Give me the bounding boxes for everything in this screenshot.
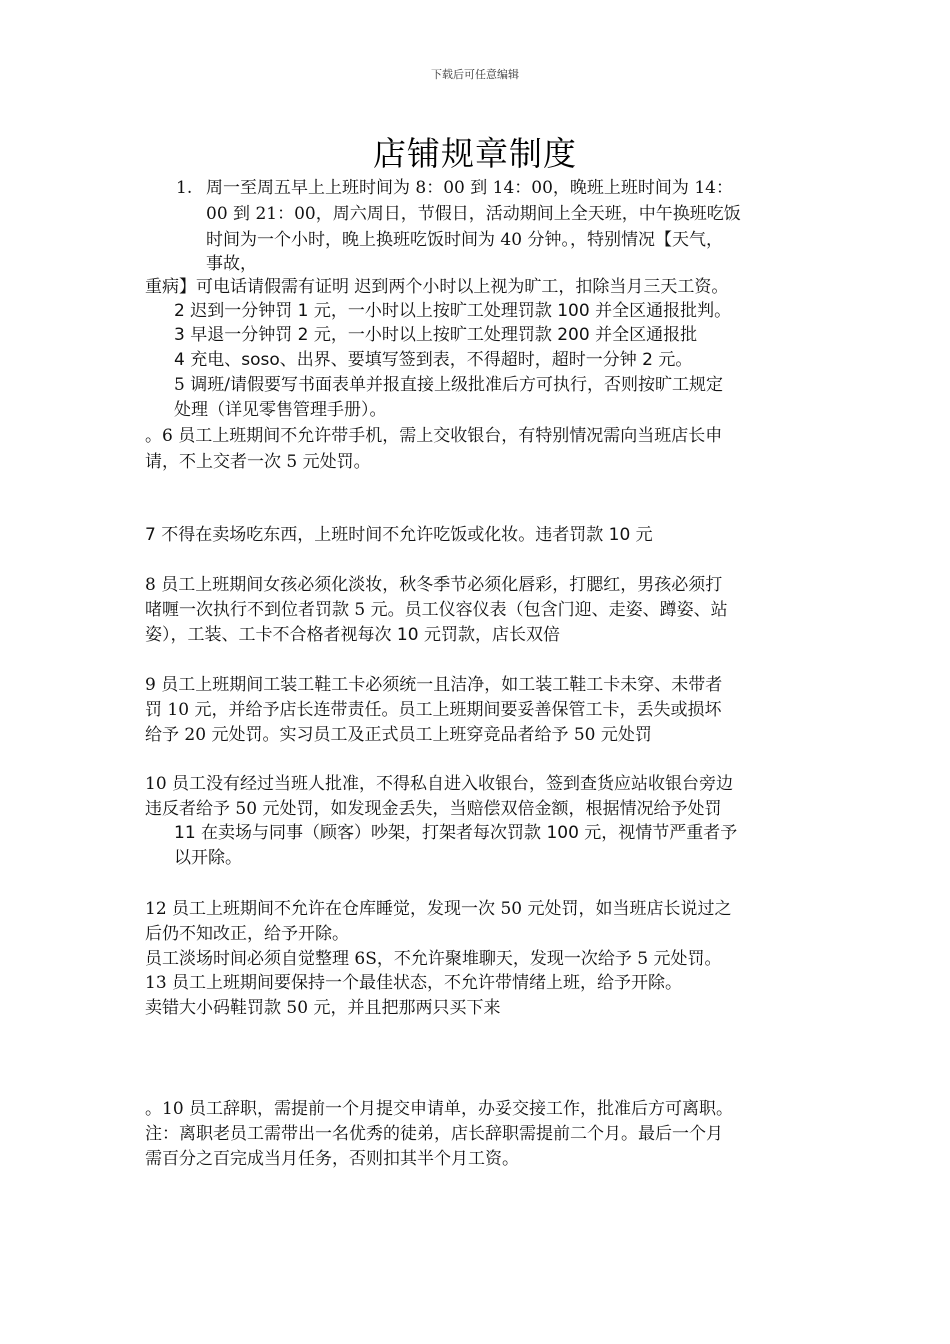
body-line: 请，不上交者一次 5 元处罚。 bbox=[145, 452, 371, 472]
body-line: 后仍不知改正，给予开除。 bbox=[145, 924, 349, 944]
body-line: 员工淡场时间必须自觉整理 6S，不允许聚堆聊天，发现一次给予 5 元处罚。 bbox=[145, 949, 722, 969]
body-line: 8 员工上班期间女孩必须化淡妆，秋冬季节必须化唇彩，打腮红，男孩必须打 bbox=[145, 575, 723, 595]
item1-line: 事故， bbox=[206, 254, 257, 274]
body-line: 注：离职老员工需带出一名优秀的徒弟，店长辞职需提前二个月。最后一个月 bbox=[145, 1124, 723, 1144]
body-line: 姿），工装、工卡不合格者视每次 10 元罚款，店长双倍 bbox=[145, 625, 560, 645]
body-line: 9 员工上班期间工装工鞋工卡必须统一且洁净，如工装工鞋工卡未穿、未带者 bbox=[145, 675, 723, 695]
body-line: 12 员工上班期间不允许在仓库睡觉，发现一次 50 元处罚，如当班店长说过之 bbox=[145, 899, 732, 919]
body-line: 处理（详见零售管理手册）。 bbox=[174, 400, 387, 420]
body-line: 11 在卖场与同事（顾客）吵架，打架者每次罚款 100 元，视情节严重者予 bbox=[174, 823, 738, 843]
body-line: 需百分之百完成当月任务，否则扣其半个月工资。 bbox=[145, 1149, 519, 1169]
body-line: 4 充电、soso、出界、要填写签到表，不得超时，超时一分钟 2 元。 bbox=[174, 350, 693, 370]
body-text: 员工仪容仪表（包含门迎、走姿、蹲姿、站 bbox=[404, 600, 728, 620]
body-text: 啫喱一次执行不到位者罚款 5 元。 bbox=[145, 600, 405, 620]
body-line: 13 员工上班期间要保持一个最佳状态，不允许带情绪上班，给予开除。 bbox=[145, 973, 683, 993]
body-line: 。6 员工上班期间不允许带手机，需上交收银台，有特别情况需向当班店长申 bbox=[145, 426, 723, 446]
item1-line: 周一至周五早上上班时间为 8：00 到 14：00，晚班上班时间为 14： bbox=[206, 178, 733, 198]
body-line: 给予 20 元处罚。实习员工及正式员工上班穿竞品者给予 50 元处罚 bbox=[145, 725, 652, 745]
body-line: 卖错大小码鞋罚款 50 元，并且把那两只买下来 bbox=[145, 998, 501, 1018]
header-note: 下载后可任意编辑 bbox=[431, 68, 519, 81]
body-line: 5 调班/请假要写书面表单并报直接上级批准后方可执行，否则按旷工规定 bbox=[174, 375, 723, 395]
body-line: 违反者给予 50 元处罚，如发现金丢失，当赔偿双倍金额，根据情况给予处罚 bbox=[145, 799, 722, 819]
item1-line: 00 到 21：00，周六周日，节假日，活动期间上全天班，中午换班吃饭 bbox=[206, 204, 741, 224]
body-line bbox=[145, 597, 728, 623]
body-line: 10 员工没有经过当班人批准，不得私自进入收银台，签到查货应站收银台旁边 bbox=[145, 774, 734, 794]
body-line: 罚 10 元，并给予店长连带责任。员工上班期间要妥善保管工卡，丢失或损坏 bbox=[145, 700, 722, 720]
body-line: 3 早退一分钟罚 2 元，一小时以上按旷工处理罚款 200 并全区通报批 bbox=[174, 325, 698, 345]
body-line: 2 迟到一分钟罚 1 元，一小时以上按旷工处理罚款 100 并全区通报批判。 bbox=[174, 301, 732, 321]
body-line: 以开除。 bbox=[174, 848, 242, 868]
list-number: 1. bbox=[176, 178, 193, 198]
document-title: 店铺规章制度 bbox=[373, 134, 577, 173]
body-line: 重病】可电话请假需有证明 迟到两个小时以上视为旷工，扣除当月三天工资。 bbox=[145, 277, 729, 297]
body-line: 。10 员工辞职，需提前一个月提交申请单，办妥交接工作，批准后方可离职。 bbox=[145, 1099, 734, 1119]
item1-line: 时间为一个小时，晚上换班吃饭时间为 40 分钟。，特别情况【天气， bbox=[206, 230, 723, 250]
body-line: 7 不得在卖场吃东西，上班时间不允许吃饭或化妆。违者罚款 10 元 bbox=[145, 525, 653, 545]
